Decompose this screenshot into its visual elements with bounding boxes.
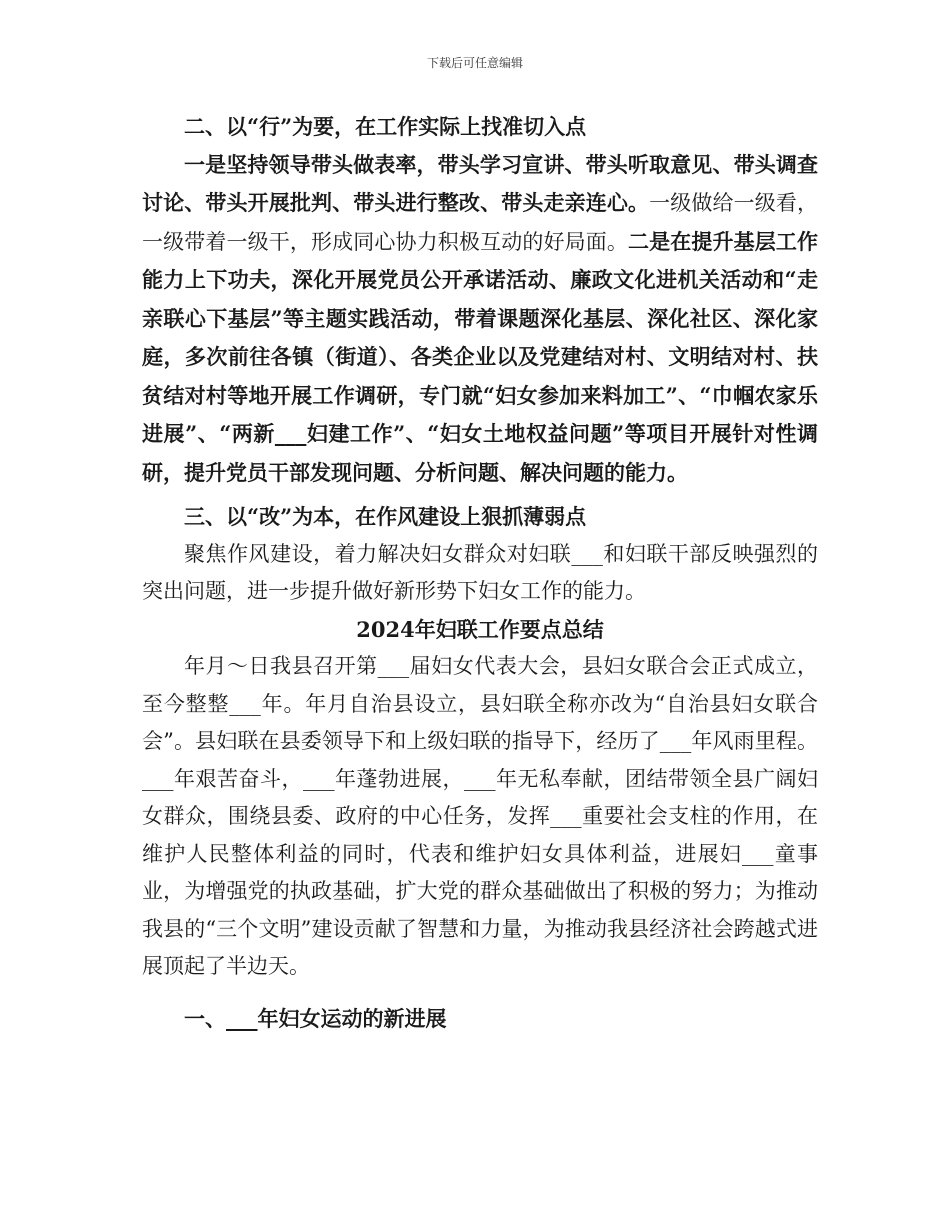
document-body: [142, 108, 818, 1037]
bold-text-1: 一是坚持领导带头做表率，带头学习宣讲、带头听取意见、带头调查讨论、带头开展批判、带头进行整改、带头走亲连心。: [142, 151, 818, 215]
normal-text-1: 一级做给一级看，一级带着一级干，形成同心协力积极互动的好局面。: [142, 191, 819, 254]
intro-paragraph: 年月～日我县召开第___届妇女代表大会，县妇女联合会正式成立，至今整整___年。年月自治县设立，县妇联全称亦改为“自治县妇女联合会”。县妇联在县委领导下和上级妇联的指导下，经历了___年风雨里程。___年艰苦奋斗，___年蓬勃进展，___年无私奉献，团结带领全县广阔妇女群众，围绕县委、政府的中心任务，发挥___重要社会支柱的作用，在维护人民整体利益的同时，代表和维护妇女具体利益，进展妇___童事业，为增强党的执政基础，扩大党的群众基础做出了积极的努力；为推动我县的“三个文明”建设贡献了智慧和力量，为推动我县经济社会跨越式进展顶起了半边天。: [142, 654, 818, 978]
section-3-paragraph: 聚焦作风建设，着力解决妇女群众对妇联___和妇联干部反映强烈的突出问题，进一步提升做好新形势下妇女工作的能力。: [142, 541, 818, 603]
section-2-paragraph: [142, 146, 818, 493]
page-header: 下载后可任意编辑: [426, 56, 523, 70]
section-heading-2: 二、以“行”为要，在工作实际上找准切入点: [184, 114, 587, 139]
document-title: 2024年妇联工作要点总结: [356, 616, 604, 642]
section-heading-1: 一、___年妇女运动的新进展: [184, 1005, 447, 1031]
bold-text-2: 二是在提升基层工作能力上下功夫，深化开展党员公开承诺活动、廉政文化进机关活动和“走亲联心下基层”等主题实践活动，带着课题深化基层、深化社区、深化家庭，多次前往各镇（街道）、各类企业以及党建结对村、文明结对村、扶贫结对村等地开展工作调研，专门就“妇女参加来料加工”、“巾帼农家乐进展”、“两新___妇建工作”、“妇女土地权益问题”等项目开展针对性调研，提升党员干部发现问题、分析问题、解决问题的能力。: [142, 228, 819, 485]
section-heading-3: 三、以“改”为本，在作风建设上狠抓薄弱点: [184, 504, 587, 529]
